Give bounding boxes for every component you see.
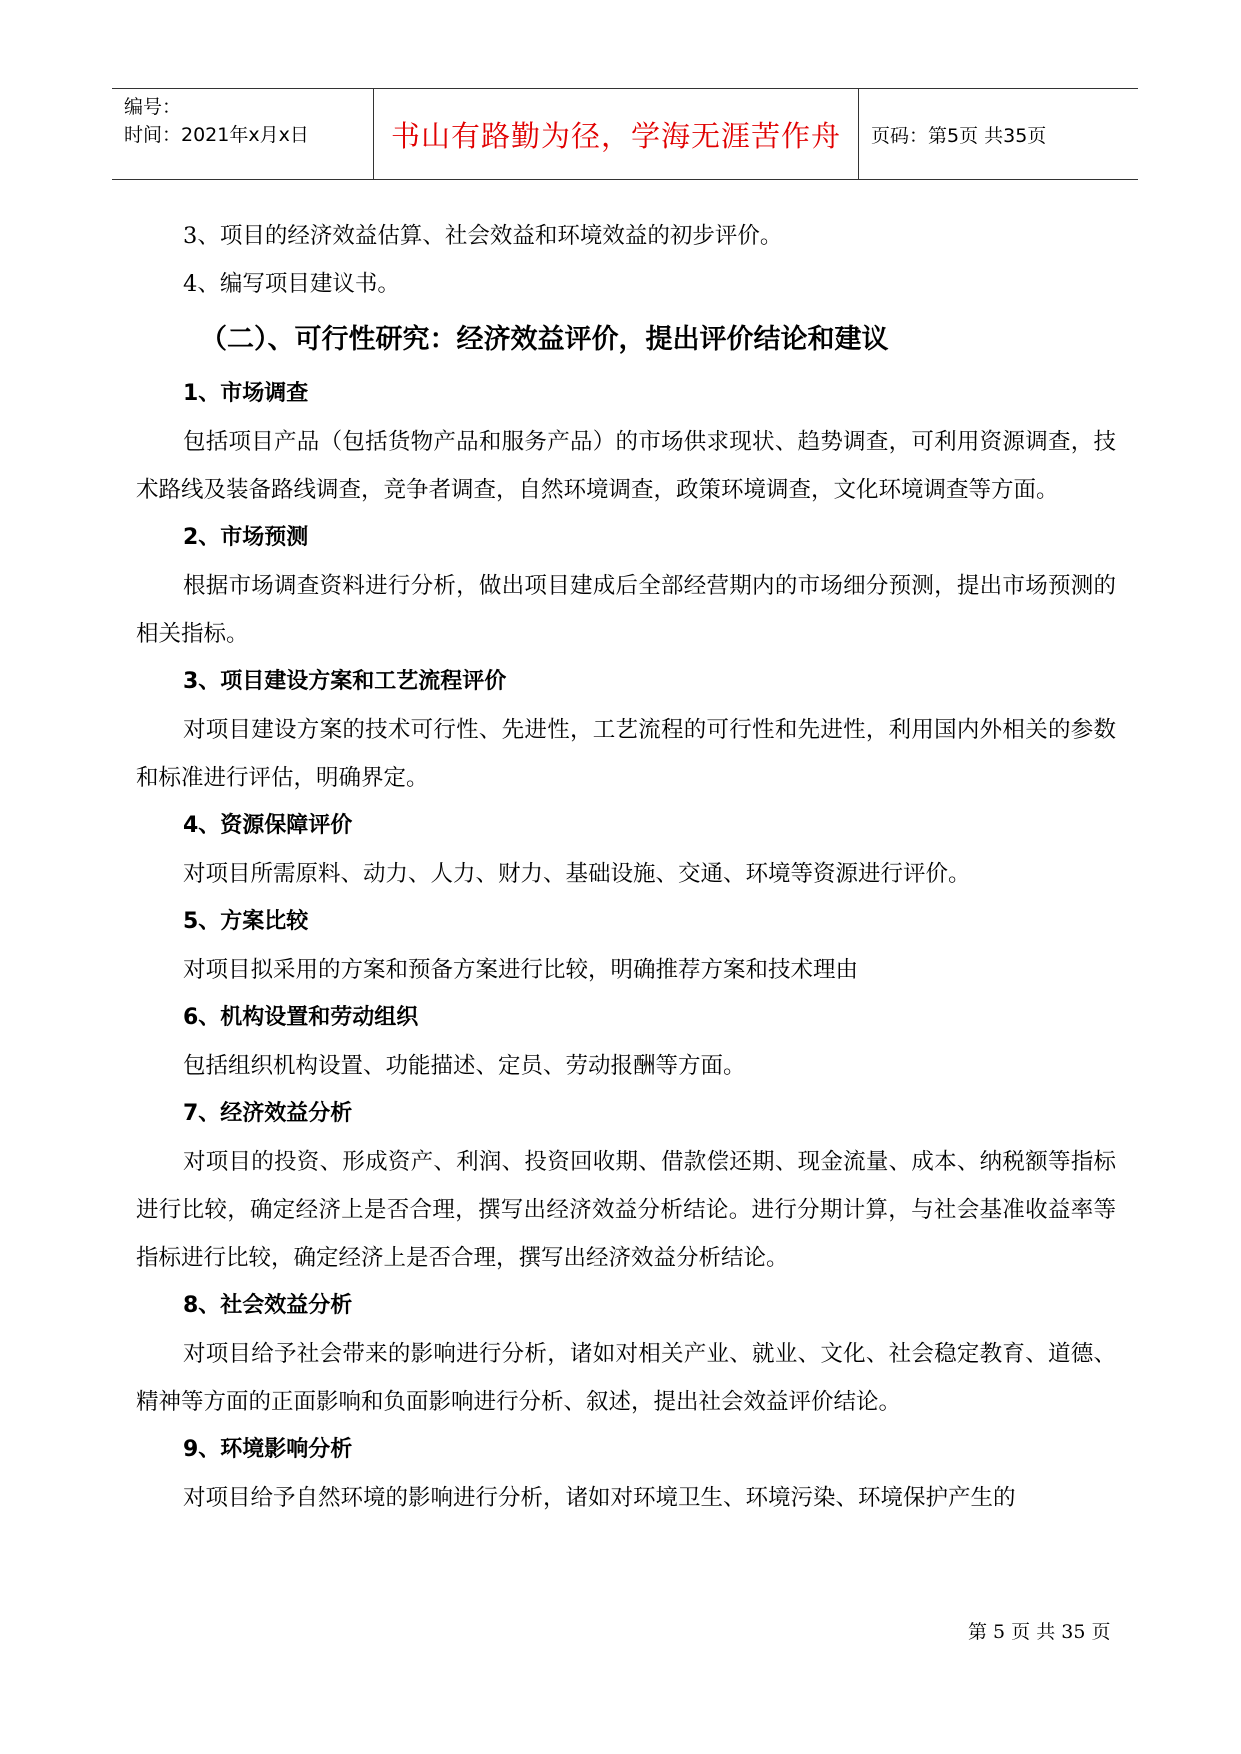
subsection-title: 1、市场调查 <box>183 381 309 406</box>
header-motto: 书山有路勤为径，学海无涯苦作舟 <box>374 89 859 179</box>
paragraph: 对项目建设方案的技术可行性、先进性，工艺流程的可行性和先进性，利用国内外相关的参数和标准进行评估，明确界定。 <box>136 717 1116 791</box>
header-page-code: 页码：第5页 共35页 <box>871 124 1047 147</box>
number-label: 编号： <box>124 96 182 118</box>
page-footer: 第 5 页 共 35 页 <box>968 1621 1111 1643</box>
subsection-title: 6、机构设置和劳动组织 <box>183 1005 419 1030</box>
paragraph: 对项目的投资、形成资产、利润、投资回收期、借款偿还期、现金流量、成本、纳税额等指标进行比较，确定经济上是否合理，撰写出经济效益分析结论。进行分期计算，与社会基准收益率等指标进行比较，确定经济上是否合理，撰写出经济效益分析结论。 <box>136 1149 1116 1271</box>
subsection-title: 3、项目建设方案和工艺流程评价 <box>183 669 507 694</box>
paragraph: 包括项目产品（包括货物产品和服务产品）的市场供求现状、趋势调查，可利用资源调查，技术路线及装备路线调查，竞争者调查，自然环境调查，政策环境调查，文化环境调查等方面。 <box>136 429 1116 503</box>
paragraph: 根据市场调查资料进行分析，做出项目建成后全部经营期内的市场细分预测，提出市场预测的相关指标。 <box>136 573 1116 647</box>
paragraph: 对项目给予社会带来的影响进行分析，诸如对相关产业、就业、文化、社会稳定教育、道德、精神等方面的正面影响和负面影响进行分析、叙述，提出社会效益评价结论。 <box>136 1341 1116 1415</box>
subsection-title: 4、资源保障评价 <box>183 813 353 838</box>
subsection-title: 8、社会效益分析 <box>183 1293 353 1318</box>
subsection-title: 2、市场预测 <box>183 525 309 550</box>
page-header <box>112 88 1138 180</box>
paragraph: 对项目给予自然环境的影响进行分析，诸如对环境卫生、环境污染、环境保护产生的 <box>183 1485 1016 1511</box>
document-body <box>136 212 1116 1522</box>
paragraph: 4、编写项目建议书。 <box>183 271 400 297</box>
time-label: 时间：2021年x月x日 <box>124 124 309 146</box>
paragraph: 对项目所需原料、动力、人力、财力、基础设施、交通、环境等资源进行评价。 <box>183 861 971 887</box>
subsection-title: 9、环境影响分析 <box>183 1437 353 1462</box>
header-info <box>112 89 374 179</box>
subsection-title: 7、经济效益分析 <box>183 1101 353 1126</box>
section-title: （二）、可行性研究：经济效益评价，提出评价结论和建议 <box>200 324 889 355</box>
subsection-title: 5、方案比较 <box>183 909 309 934</box>
paragraph: 包括组织机构设置、功能描述、定员、劳动报酬等方面。 <box>183 1053 746 1079</box>
paragraph: 3、项目的经济效益估算、社会效益和环境效益的初步评价。 <box>183 223 783 249</box>
paragraph: 对项目拟采用的方案和预备方案进行比较，明确推荐方案和技术理由 <box>183 957 859 983</box>
